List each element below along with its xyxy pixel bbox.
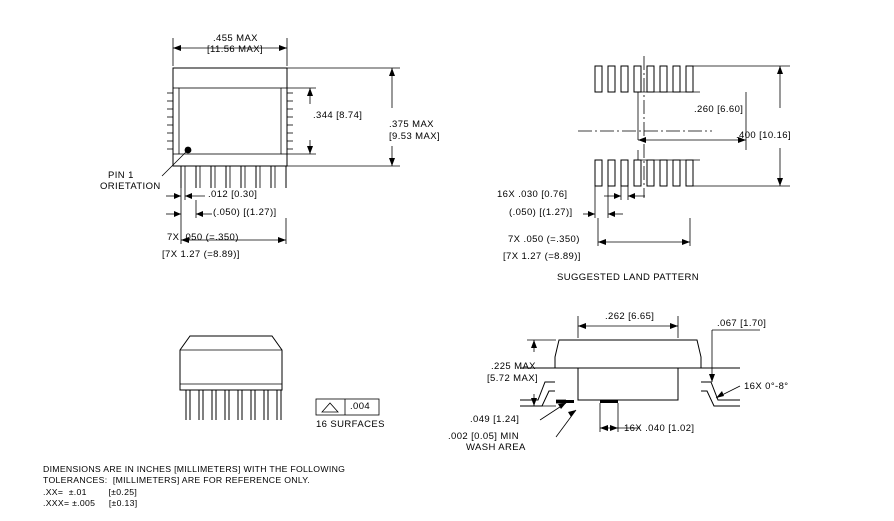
dim-width-max-line2: [11.56 MAX] xyxy=(207,44,263,55)
dim-lead-length: .067 [1.70] xyxy=(717,318,767,329)
dim-outer-span: .400 [10.16] xyxy=(736,130,791,141)
dim-lead-width: .012 [0.30] xyxy=(208,189,258,200)
dim-lead-pitch-ref: (.050) [(1.27)] xyxy=(213,207,277,218)
dim-inner-span: .260 [6.60] xyxy=(694,104,744,115)
dim-overall-height-line2: [9.53 MAX] xyxy=(389,131,440,142)
note-pin1-line1: PIN 1 xyxy=(108,170,134,181)
dim-body-depth: .262 [6.65] xyxy=(605,311,655,322)
dim-flatness: .004 xyxy=(350,401,371,412)
dim-width-max-line1: .455 MAX xyxy=(213,33,258,44)
note-wash-area: WASH AREA xyxy=(466,442,526,453)
dim-body-height: .344 [8.74] xyxy=(313,110,363,121)
notes-line-3: .XX= ±.01 [±0.25] xyxy=(43,487,138,497)
dim-foot-width: 16X .040 [1.02] xyxy=(624,423,695,434)
dim-stand-height-line2: [5.72 MAX] xyxy=(487,373,538,384)
dim-lead-angle: 16X 0°-8° xyxy=(744,381,789,392)
dim-standoff-min: .002 [0.05] MIN xyxy=(448,431,519,442)
note-16-surfaces: 16 SURFACES xyxy=(316,419,385,430)
dim-pitch-span-line2: [7X 1.27 (=8.89)] xyxy=(162,249,240,260)
dim-pad-pitch-ref: (.050) [(1.27)] xyxy=(509,207,573,218)
notes-line-2: TOLERANCES: [MILLIMETERS] ARE FOR REFERENCE ONLY. xyxy=(43,475,310,485)
notes-line-1: DIMENSIONS ARE IN INCHES [MILLIMETERS] WITH THE FOLLOWING xyxy=(43,464,346,474)
notes-line-4: .XXX= ±.005 [±0.13] xyxy=(43,498,138,508)
dim-pad-pitch-span-line1: 7X .050 (=.350) xyxy=(508,234,580,245)
dim-pad-width: 16X .030 [0.76] xyxy=(497,189,568,200)
note-pin1-line2: ORIETATION xyxy=(100,181,161,192)
dim-stand-height-line1: .225 MAX xyxy=(491,361,536,372)
dim-pad-pitch-span-line2: [7X 1.27 (=8.89)] xyxy=(503,251,581,262)
land-pattern-caption: SUGGESTED LAND PATTERN xyxy=(557,272,699,283)
dim-pitch-span-line1: 7X .050 (=.350) xyxy=(167,232,239,243)
dim-foot-length: .049 [1.24] xyxy=(470,414,520,425)
dim-overall-height-line1: .375 MAX xyxy=(389,119,434,130)
